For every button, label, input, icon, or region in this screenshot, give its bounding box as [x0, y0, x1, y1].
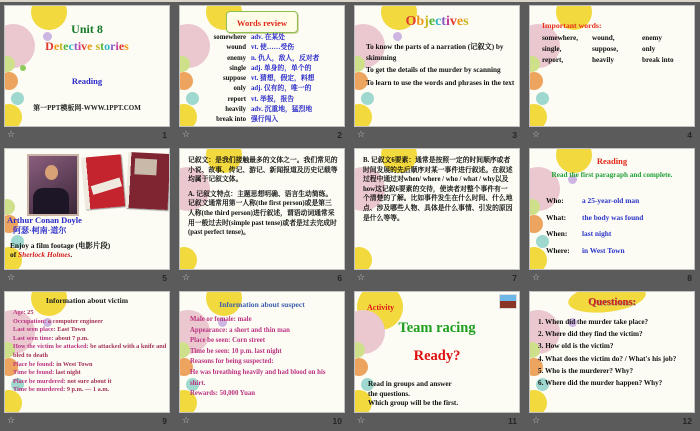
question-item: 2. Where did they find the victim?	[538, 330, 643, 339]
info-value: a short and thin man	[229, 326, 290, 334]
slide-cell-10	[175, 288, 350, 431]
slide-thumbnail-12[interactable]	[529, 291, 695, 413]
vocabulary-row	[190, 64, 342, 74]
words-row	[542, 55, 692, 66]
info-label: Occupation:	[13, 317, 47, 325]
slide-cell-6	[175, 145, 350, 288]
info-value: about 7 p.m.	[55, 334, 89, 342]
info-row	[190, 368, 341, 389]
info-label: Place be murdered:	[13, 377, 66, 385]
question-item: 1. When did the murder take place?	[538, 318, 649, 326]
slide-number: 12	[682, 416, 692, 426]
caption-line-2: of Sherlock Holmes.	[10, 250, 73, 259]
paragraph-1: 记叙文：是我们接触最多的文体之一。我们常见的小说、故事、传记、游记、新闻报道及历史记载等均属于记叙文体。	[188, 157, 338, 184]
qa-value: last night	[582, 229, 612, 238]
vocabulary-list	[190, 33, 342, 126]
ready-title: Ready?	[413, 348, 461, 364]
slide-meta	[529, 270, 695, 285]
info-row	[190, 315, 341, 326]
chinese-meaning: adj. 单身的，单个的	[251, 64, 312, 72]
words-row	[542, 33, 692, 44]
info-row	[13, 378, 167, 387]
qa-row	[546, 193, 692, 210]
team-racing-title: Team racing	[398, 320, 476, 336]
info-label: How the victim be attacked:	[13, 343, 89, 351]
qa-row	[546, 226, 692, 243]
animation-star-icon[interactable]: ☆	[532, 415, 541, 426]
slide-cell-8	[525, 145, 700, 288]
slide-meta	[4, 127, 170, 142]
slide-thumbnail-3[interactable]	[354, 5, 520, 127]
words-review-box	[226, 11, 298, 33]
info-row	[13, 361, 167, 370]
chinese-meaning: adj. 仅有的，唯一的	[251, 85, 312, 93]
conan-doyle-portrait-image	[27, 154, 79, 216]
info-label: Time be found:	[13, 369, 55, 377]
slide-thumbnail-6[interactable]	[179, 148, 345, 270]
info-label: Rewards:	[190, 390, 218, 398]
info-value: male	[237, 316, 252, 323]
info-value: not sure about it	[67, 377, 112, 385]
slide-thumbnail-4[interactable]	[529, 5, 695, 127]
info-value: East Town	[57, 326, 86, 334]
reading-title: Reading	[596, 156, 628, 166]
slide-thumbnail-10[interactable]	[179, 291, 345, 413]
author-name-chinese: 阿瑟·柯南·道尔	[13, 226, 67, 235]
objective-item: To get the details of the murder by scanning	[366, 66, 501, 74]
animation-star-icon[interactable]: ☆	[532, 272, 541, 283]
slide-cell-2	[175, 2, 350, 145]
body-line: Read in groups and answer	[368, 380, 452, 388]
activity-badge: Activity	[367, 303, 395, 312]
info-row	[13, 326, 167, 335]
important-words-heading: Important words:	[542, 21, 602, 30]
slide-meta	[354, 413, 520, 428]
slide-thumbnail-2[interactable]	[179, 5, 345, 127]
unit-title: Unit 8	[71, 22, 103, 36]
slide-cell-1	[0, 2, 175, 145]
objectives-title: Objectives	[405, 14, 469, 29]
info-value: He was breathing heavily and had blood on his shirt.	[190, 368, 326, 387]
animation-star-icon[interactable]: ☆	[182, 415, 191, 426]
english-word: somewhere	[213, 34, 246, 41]
qa-label: What:	[546, 212, 567, 222]
chinese-meaning: vt. 猜想，假定，料想	[251, 75, 315, 83]
info-label: Male or female:	[190, 316, 236, 323]
qa-value: the body was found	[582, 212, 644, 222]
info-label: Last seen place:	[13, 326, 56, 334]
slide-number: 6	[337, 273, 342, 283]
slide-number: 3	[512, 130, 517, 140]
vocabulary-row	[190, 95, 342, 105]
slide-meta	[4, 270, 170, 285]
portrait-suit	[33, 188, 69, 214]
info-value: a computer engineer	[47, 317, 103, 325]
slide-meta	[354, 127, 520, 142]
word-cell: single,	[542, 45, 562, 53]
suspect-info-list	[190, 315, 341, 400]
important-words-grid	[542, 33, 692, 66]
english-word: heavily	[225, 106, 246, 114]
info-value: Corn street	[232, 337, 265, 345]
english-word: break into	[216, 116, 246, 124]
narrative-text	[188, 156, 338, 238]
qa-label: Who:	[546, 196, 564, 205]
question-item: 6. Where did the murder happen? Why?	[538, 379, 663, 388]
reading-answers-list	[546, 193, 692, 259]
questions-title: Questions:	[588, 297, 636, 308]
vocabulary-row	[190, 115, 342, 125]
word-cell: somewhere,	[542, 34, 578, 42]
narrative-elements-text	[363, 156, 513, 223]
vocabulary-row	[190, 43, 342, 53]
qa-value: a 25-year-old man	[582, 196, 640, 205]
word-cell: report,	[542, 56, 564, 64]
qa-value: in West Town	[582, 245, 625, 255]
word-cell: heavily	[592, 56, 614, 64]
chinese-meaning: vt. 举报，报告	[251, 95, 295, 103]
qa-row	[546, 210, 692, 227]
question-item: 4. What does the victim do? / What's his job?	[538, 354, 677, 363]
slide-meta	[4, 413, 170, 428]
animation-star-icon[interactable]: ☆	[7, 272, 16, 283]
animation-star-icon[interactable]: ☆	[357, 129, 366, 140]
slide-cell-7	[350, 145, 525, 288]
word-cell: wound,	[592, 34, 615, 42]
english-word: single	[229, 64, 246, 72]
author-name-english: Arthur Conan Doyle	[7, 215, 82, 225]
info-value: last night	[55, 369, 81, 377]
words-row	[542, 44, 692, 55]
body-line: the questions.	[368, 389, 410, 398]
slide-number: 8	[687, 273, 692, 283]
info-value: in West Town	[56, 360, 93, 368]
chinese-meaning: 强行闯入	[251, 116, 279, 124]
objectives-list	[366, 42, 515, 90]
qa-row	[546, 243, 692, 260]
info-value: be attacked with a knife and bled to death	[13, 343, 167, 359]
slide-number: 1	[162, 130, 167, 140]
slide-meta	[354, 270, 520, 285]
slide-number: 7	[512, 273, 517, 283]
slide-thumbnail-7[interactable]	[354, 148, 520, 270]
slide-thumbnail-1[interactable]	[4, 5, 170, 127]
vocabulary-row	[190, 54, 342, 64]
lesson-subtitle: Reading	[71, 76, 103, 86]
sherlock-holmes-title: Sherlock Holmes	[18, 250, 71, 259]
slide-meta	[179, 270, 345, 285]
info-label: Age:	[13, 309, 26, 316]
info-label: Last seen time:	[13, 334, 54, 342]
chinese-meaning: n. 仇人，敌人，反对者	[251, 54, 320, 62]
slide-number: 2	[337, 130, 342, 140]
info-row	[13, 309, 167, 318]
slide-cell-5	[0, 145, 175, 288]
word-cell: enemy	[642, 34, 662, 42]
slide-meta	[529, 413, 695, 428]
slide-meta	[179, 127, 345, 142]
words-review-title: Words review	[236, 18, 288, 28]
info-row	[13, 369, 167, 378]
chinese-meaning: adv. 沉重地，猛烈地	[251, 106, 313, 114]
slide-number: 4	[687, 130, 692, 140]
info-row	[190, 347, 341, 358]
info-row	[190, 357, 341, 368]
info-label: Place be seen:	[190, 337, 231, 345]
english-word: report	[227, 95, 246, 103]
caption-line-1: Enjoy a film footage (电影片段)	[10, 241, 111, 250]
english-word: enemy	[227, 54, 246, 62]
vocabulary-row	[190, 105, 342, 115]
qa-label: Where:	[546, 245, 570, 255]
info-label: Reasons for being suspected:	[190, 358, 274, 366]
vocabulary-row	[190, 33, 342, 43]
slide-number: 9	[162, 416, 167, 426]
question-item: 3. How old is the victim?	[538, 342, 614, 351]
animation-star-icon[interactable]: ☆	[357, 415, 366, 426]
animation-star-icon[interactable]: ☆	[532, 129, 541, 140]
animation-star-icon[interactable]: ☆	[7, 129, 16, 140]
book-set-image	[126, 152, 170, 210]
info-value: 25	[27, 309, 34, 316]
activity-body	[368, 380, 458, 409]
slide-number: 11	[508, 416, 517, 426]
english-word: suppose	[222, 75, 246, 83]
english-word: wound	[226, 44, 246, 52]
lesson-title: Detective stories	[45, 39, 129, 53]
info-row	[13, 335, 167, 344]
slide-meta	[529, 127, 695, 142]
animation-star-icon[interactable]: ☆	[182, 272, 191, 283]
question-item: 5. Who is the murderer? Why?	[538, 366, 634, 375]
corner-photo-image	[499, 294, 517, 309]
chinese-meaning: vt. 使……受伤	[251, 44, 295, 52]
info-label: Time be murdered:	[13, 386, 66, 394]
vocabulary-row	[190, 74, 342, 84]
victim-info-title: Information about victim	[45, 296, 129, 305]
word-cell: only	[642, 45, 656, 53]
reading-instruction: Read the first paragraph and complete.	[551, 171, 673, 179]
slide-meta	[179, 413, 345, 428]
info-label: Appearance:	[190, 326, 228, 334]
info-row	[190, 326, 341, 337]
paragraph-2: A. 记叙文特点：主题思想明确、语言生动简练。记叙文通常用第一人称(the first person)或是第三人称(the third person)进行叙述，谓语动词通常采用一般过去时(simple past tense)或者是过去完成时(past perfect tense)。	[188, 190, 337, 237]
slide-cell-9	[0, 288, 175, 431]
objective-item: To learn to use the words and phrases in the text	[366, 78, 515, 87]
info-label: Place be found:	[13, 360, 55, 368]
portrait-face	[45, 165, 58, 180]
animation-star-icon[interactable]: ☆	[7, 415, 16, 426]
info-value: 10 p.m. last night	[231, 347, 282, 355]
word-cell: suppose,	[592, 45, 619, 53]
slide-cell-12	[525, 288, 700, 431]
info-row	[190, 336, 341, 347]
word-cell: break into	[642, 56, 674, 64]
info-row	[13, 386, 167, 395]
objective-item: To know the parts of a narration (记叙文) by skimming	[366, 43, 504, 62]
slide-thumbnail-11[interactable]	[354, 291, 520, 413]
paragraph: B. 记叙文6要素：通常是按照一定的时间顺序或者时间发展的先后顺序对某一事件进行叙述。在叙述过程中通过对when/ where / who / what / why以及how这记叙6要素的交待，使读者对整个事件有一个清楚的了解。比如事件发生在什么时间、什么地点、涉及哪些人物、具体是什么事情、引发的原因是什么等等。	[363, 157, 513, 222]
info-value: 50,000 Yuan	[219, 390, 256, 398]
slide-cell-4	[525, 2, 700, 145]
slide-thumbnail-8[interactable]	[529, 148, 695, 270]
slide-number: 5	[162, 273, 167, 283]
qa-label: When:	[546, 229, 568, 238]
watermark-text: 第一PPT模板网-WWW.1PPT.COM	[33, 104, 141, 112]
body-line: Which group will be the first.	[368, 399, 459, 408]
animation-star-icon[interactable]: ☆	[357, 272, 366, 283]
english-word: only	[233, 85, 246, 93]
slide-number: 10	[332, 416, 342, 426]
info-row	[13, 318, 167, 327]
slide-cell-3	[350, 2, 525, 145]
animation-star-icon[interactable]: ☆	[182, 129, 191, 140]
slide-thumbnail-5[interactable]	[4, 148, 170, 270]
slide-thumbnail-9[interactable]	[4, 291, 170, 413]
suspect-info-title: Information about suspect	[219, 300, 305, 309]
slide-cell-11	[350, 288, 525, 431]
book-set-image	[81, 154, 125, 209]
info-row	[13, 343, 167, 360]
info-row	[190, 389, 341, 400]
victim-info-list	[13, 309, 167, 395]
info-value: 9 p.m. — 1 a.m.	[66, 386, 110, 394]
info-label: Time be seen:	[190, 347, 230, 355]
questions-list	[538, 317, 692, 390]
chinese-meaning: adv. 在某处	[251, 34, 285, 41]
vocabulary-row	[190, 84, 342, 94]
